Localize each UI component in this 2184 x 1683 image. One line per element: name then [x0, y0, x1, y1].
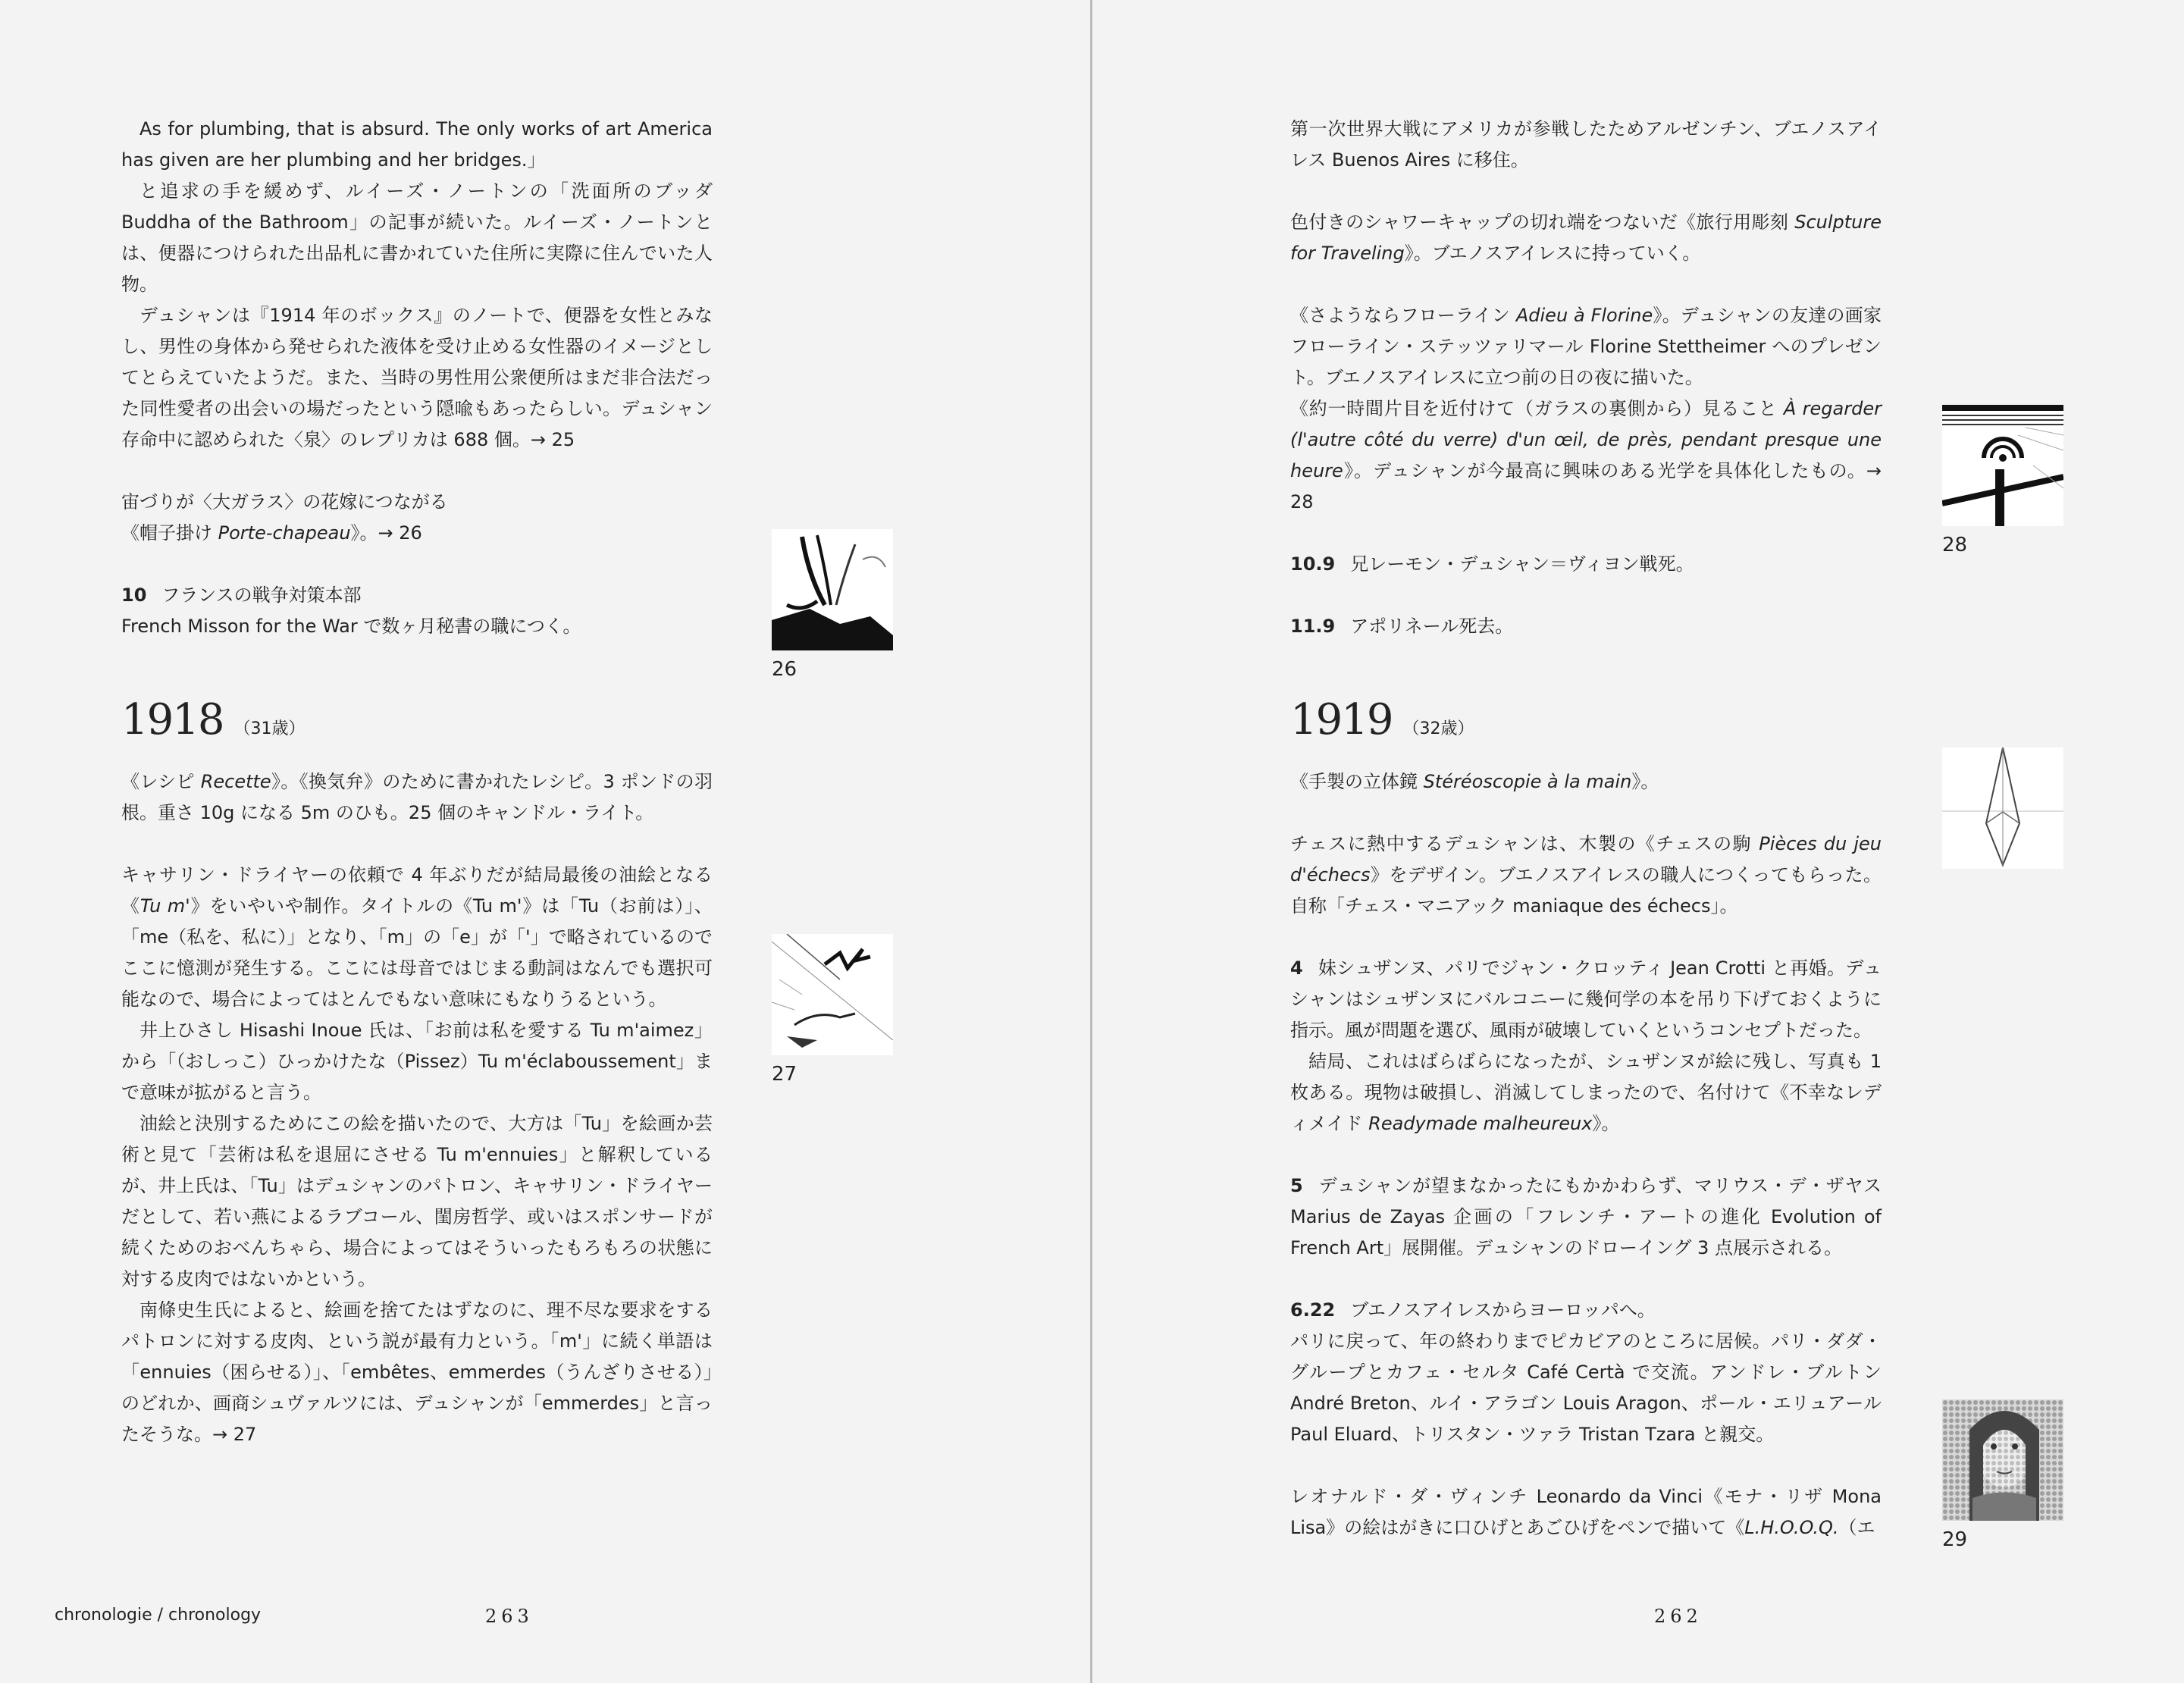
dated-entry: 5 デュシャンが望まなかったにもかかわらず、マリウス・デ・ザヤス Marius de Zayas 企画の「フレンチ・アートの進化 Evolution of French Art」展開催。デュシャンのドローイング 3 点展示される。: [1290, 1175, 1882, 1258]
paragraph: As for plumbing, that is absurd. The only works of art America has given are her plumbing and her bridges.」: [121, 118, 713, 171]
paragraph: 色付きのシャワーキャップの切れ端をつないだ《旅行用彫刻 Sculpture for Traveling》。ブエノスアイレスに持っていく。: [1290, 212, 1882, 264]
stereoscopy-image: [1942, 747, 2063, 869]
age-label: （31歳）: [233, 719, 306, 738]
figure-27: [772, 934, 893, 1086]
paragraph: 南條史生氏によると、絵画を捨てたはずなのに、理不尽な要求をするパトロンに対する皮肉、という説が最有力という。「m'」に続く単語は「ennuies（困らせる）」、「embêtes、emmerdes（うんざりさせる）」のどれか、画商シュヴァルツには、デュシャンが「emmerdes」と言ったそうな。→ 27: [121, 1299, 713, 1445]
age-label: （32歳）: [1402, 719, 1474, 738]
paragraph: 宙づりが〈大ガラス〉の花嫁につながる: [121, 491, 448, 512]
paragraph: 油絵と決別するためにこの絵を描いたので、大方は「Tu」を絵画か芸術と見て「芸術は私を退屈にさせる Tu m'ennuies」と解釈しているが、井上氏は、「Tu」はデュシャンのパトロン、キャサリン・ドライヤーだとして、若い燕によるラブコール、閨房哲学、或いはスポンサードが続くためのおべんちゃら、場合によってはそういったもろもろの状態に対する皮肉ではないかという。: [121, 1113, 713, 1290]
figure-29: [1942, 1399, 2063, 1551]
year-heading: [1290, 695, 1882, 766]
figure-caption: 27: [772, 1063, 797, 1086]
paragraph: キャサリン・ドライヤーの依頼で 4 年ぶりだが結局最後の油絵となる《Tu m'》をいやいや制作。タイトルの《Tu m'》は「Tu（お前は）」、「me（私を、私に）」となり、「m」の「e」が「'」で略されているのでここに憶測が発生する。ここには母音ではじまる動詞はなんでも選択可能なので、場合によってはとんでもない意味にもなりうるという。: [121, 864, 713, 1010]
entry-date: 5: [1290, 1175, 1303, 1196]
right-text-column: [1290, 114, 1882, 1544]
figure-caption: 28: [1942, 534, 1968, 556]
entry-date: 6.22: [1290, 1299, 1336, 1321]
entry-date: 11.9: [1290, 616, 1336, 637]
running-footer: chronologie / chronology: [55, 1606, 262, 1625]
figure-27-image: [772, 934, 893, 1055]
paragraph: と追求の手を緩めず、ルイーズ・ノートンの「洗面所のブッダ Buddha of the Bathroom」の記事が続いた。ルイーズ・ノートンとは、便器につけられた出品札に書かれていた住所に実際に住んでいた人物。: [121, 180, 713, 295]
figure-28: [1942, 405, 2063, 556]
dated-entry: 10 フランスの戦争対策本部: [121, 585, 362, 606]
paragraph: 《約一時間片目を近付けて（ガラスの裏側から）見ること À regarder (l'autre côté du verre) d'un œil, de près, pendant presque une heure》。デュシャンが今最高に興味のある光学を具体化したもの。→ 28: [1290, 398, 1882, 512]
paragraph: French Misson for the War で数ヶ月秘書の職につく。: [121, 616, 581, 637]
dated-entry: 4 妹シュザンヌ、パリでジャン・クロッティ Jean Crotti と再婚。デュシャンはシュザンヌにバルコニーに幾何学の本を吊り下げておくように指示。風が問題を選び、風雨が破壊していくというコンセプトだった。: [1290, 957, 1882, 1041]
year-heading: [121, 695, 713, 766]
year-number: 1918: [121, 695, 224, 744]
paragraph: 井上ひさし Hisashi Inoue 氏は、「お前は私を愛する Tu m'aimez」から「（おしっこ）ひっかけたな（Pissez）Tu m'éclaboussement」まで意味が拡がると言う。: [121, 1020, 713, 1103]
year-number: 1919: [1290, 695, 1393, 744]
paragraph: レオナルド・ダ・ヴィンチ Leonardo da Vinci《モナ・リザ Mona Lisa》の絵はがきに口ひげとあごひげをペンで描いて《L.H.O.O.Q.（エ: [1290, 1486, 1882, 1538]
paragraph: 第一次世界大戦にアメリカが参戦したためアルゼンチン、ブエノスアイレス Buenos Aires に移住。: [1290, 118, 1882, 171]
paragraph: 《手製の立体鏡 Stéréoscopie à la main》。: [1290, 771, 1659, 792]
paragraph: パリに戻って、年の終わりまでピカビアのところに居候。パリ・ダダ・グループとカフェ・セルタ Café Certà で交流。アンドレ・ブルトン André Breton、ルイ・アラゴン Louis Aragon、ポール・エリュアール Paul Eluard、トリスタン・ツァラ Tristan Tzara と親交。: [1290, 1330, 1882, 1445]
paragraph: 結局、これはばらばらになったが、シュザンヌが絵に残し、写真も 1 枚ある。現物は破損し、消滅してしまったので、名付けて《不幸なレディメイド Readymade malheureux》。: [1290, 1051, 1882, 1134]
paragraph: 《帽子掛け Porte-chapeau》。→ 26: [121, 522, 422, 544]
figure-28-image: [1942, 405, 2063, 526]
entry-date: 10.9: [1290, 553, 1336, 575]
entry-date: 4: [1290, 957, 1303, 979]
dated-entry: 11.9 アポリネール死去。: [1290, 616, 1514, 637]
figure-caption: 29: [1942, 1528, 1968, 1551]
page-number: 263: [485, 1606, 534, 1627]
entry-date: 10: [121, 585, 147, 606]
figure-26-image: [772, 529, 893, 650]
paragraph: チェスに熱中するデュシャンは、木製の《チェスの駒 Pièces du jeu d'échecs》をデザイン。ブエノスアイレスの職人につくってもらった。自称「チェス・マニアック maniaque des échecs」。: [1290, 833, 1882, 917]
dated-entry: 6.22 ブエノスアイレスからヨーロッパへ。: [1290, 1299, 1656, 1321]
left-text-column: [121, 114, 713, 1450]
figure-caption: 26: [772, 658, 797, 681]
figure-29-image: [1942, 1399, 2063, 1521]
dated-entry: 10.9 兄レーモン・デュシャン＝ヴィヨン戦死。: [1290, 553, 1694, 575]
paragraph: 《レシピ Recette》。《換気弁》のために書かれたレシピ。3 ポンドの羽根。重さ 10g になる 5m のひも。25 個のキャンドル・ライト。: [121, 771, 713, 823]
paragraph: 《さようならフローライン Adieu à Florine》。デュシャンの友達の画家フローライン・ステッツァリマール Florine Stettheimer へのプレゼント。ブエノスアイレスに立つ前の日の夜に描いた。: [1290, 305, 1882, 388]
figure-stereoscopy: [1942, 747, 2063, 869]
page-number: 262: [1654, 1606, 1703, 1627]
figure-26: [772, 529, 893, 681]
paragraph: デュシャンは『1914 年のボックス』のノートで、便器を女性とみなし、男性の身体から発せられた液体を受け止める女性器のイメージとしてとらえていたようだ。また、当時の男性用公衆便所はまだ非合法だった同性愛者の出会いの場だったという隠喩もあったらしい。デュシャン存命中に認められた〈泉〉のレプリカは 688 個。→ 25: [121, 305, 713, 450]
